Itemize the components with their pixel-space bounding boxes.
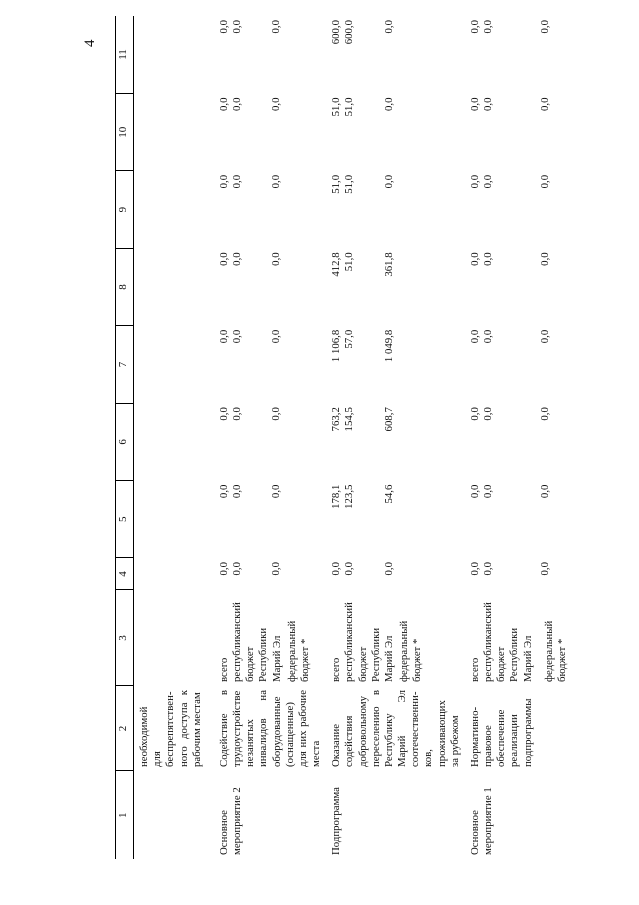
table-cell: 0,0 bbox=[231, 97, 244, 111]
table-cell: 0,0 bbox=[468, 97, 481, 111]
section-name: Основное мероприятие 2 bbox=[217, 787, 244, 855]
table-cell: 54,6 bbox=[382, 484, 395, 504]
column-number-row bbox=[116, 16, 134, 859]
table-cell: 0,0 bbox=[382, 562, 395, 576]
table-cell: 51,0 bbox=[330, 174, 343, 194]
table-cell: 0,0 bbox=[231, 329, 244, 344]
table-cell: 0,0 bbox=[231, 562, 244, 576]
table-cell: 0,0 bbox=[468, 484, 481, 499]
table-cell: 0,0 bbox=[382, 97, 395, 111]
column-number: 3 bbox=[116, 590, 134, 686]
column-number: 4 bbox=[116, 558, 134, 590]
table-cell: 178,1 bbox=[330, 484, 343, 509]
table-cell: 0,0 bbox=[482, 174, 495, 189]
table-cell: 0,0 bbox=[270, 20, 283, 34]
funding-source: федеральный бюджет * bbox=[398, 620, 424, 682]
table-cell: 0,0 bbox=[539, 174, 552, 189]
table-cell: 0,0 bbox=[270, 562, 283, 576]
table-cell: 0,0 bbox=[231, 252, 244, 266]
table-cell: 0,0 bbox=[231, 20, 244, 34]
funding-source: республиканский бюджет Республики Марий Эл bbox=[343, 602, 395, 682]
funding-source: федеральный бюджет * bbox=[542, 620, 568, 682]
column-number: 10 bbox=[116, 93, 134, 170]
table-cell: 0,0 bbox=[217, 329, 230, 344]
table-cell: 0,0 bbox=[539, 407, 552, 421]
table-cell: 51,0 bbox=[343, 97, 356, 117]
table-cell: 0,0 bbox=[539, 484, 552, 499]
table-cell: 0,0 bbox=[539, 20, 552, 34]
table-cell: 0,0 bbox=[231, 484, 244, 499]
table-cell: 0,0 bbox=[482, 407, 495, 421]
column-number: 11 bbox=[116, 16, 134, 93]
table-cell: 1 049,8 bbox=[382, 329, 395, 363]
section-description: Нормативно-правовое обеспечение реализации подпрограммы bbox=[468, 698, 534, 767]
table-cell: 0,0 bbox=[382, 174, 395, 189]
table-cell: 0,0 bbox=[482, 329, 495, 344]
budget-table bbox=[115, 16, 569, 859]
table-cell: 0,0 bbox=[468, 174, 481, 189]
section-description: Содействие в трудоустройстве незанятых инвалидов на оборудованные (оснащенные) для них рабочие места bbox=[217, 690, 323, 767]
table-row bbox=[469, 16, 569, 859]
table-cell: 123,5 bbox=[343, 484, 356, 509]
table-row bbox=[218, 16, 323, 859]
table-cell: 0,0 bbox=[270, 174, 283, 189]
table-cell: 1 106,8 bbox=[330, 329, 343, 363]
table-cell: 0,0 bbox=[330, 562, 343, 576]
column-number: 7 bbox=[116, 326, 134, 403]
funding-source: всего bbox=[468, 657, 481, 682]
table-cell: 0,0 bbox=[382, 20, 395, 34]
table-cell: 0,0 bbox=[539, 329, 552, 344]
section-name: Основное мероприятие 1 bbox=[468, 787, 495, 855]
table-cell: 0,0 bbox=[482, 484, 495, 499]
table-cell: 608,7 bbox=[382, 407, 395, 432]
table-cell: 0,0 bbox=[270, 329, 283, 344]
table-cell: 0,0 bbox=[270, 97, 283, 111]
table-cell: 763,2 bbox=[330, 407, 343, 432]
table-cell: 0,0 bbox=[539, 252, 552, 266]
table-cell: 0,0 bbox=[468, 407, 481, 421]
table-cell: 361,8 bbox=[382, 252, 395, 277]
table-cell: 600,0 bbox=[330, 20, 343, 45]
column-number: 2 bbox=[116, 686, 134, 771]
section-description: Оказание содействия добровольному переселению в Республику Марий Эл соотечественни-ков, проживающих за рубежом bbox=[330, 690, 461, 767]
table-cell: 0,0 bbox=[270, 252, 283, 266]
table-cell: 0,0 bbox=[270, 407, 283, 421]
column-number: 5 bbox=[116, 481, 134, 558]
table-cell: 0,0 bbox=[217, 562, 230, 576]
table-cell: 51,0 bbox=[343, 252, 356, 272]
table-cell: 0,0 bbox=[231, 174, 244, 189]
table-cell: 57,0 bbox=[343, 329, 356, 349]
table-cell: 0,0 bbox=[231, 407, 244, 421]
table-cell: 0,0 bbox=[468, 20, 481, 34]
table-cell: 0,0 bbox=[217, 484, 230, 499]
page-number: 4 bbox=[82, 39, 98, 47]
table-cell: 0,0 bbox=[482, 562, 495, 576]
table-cell: 0,0 bbox=[217, 252, 230, 266]
continuation-text: необходимой для беспрепятствен-ного доступа к рабочим местам bbox=[138, 690, 203, 767]
table-cell: 0,0 bbox=[217, 20, 230, 34]
funding-source: республиканский бюджет Республики Марий Эл bbox=[482, 602, 534, 682]
table-row bbox=[330, 16, 462, 859]
table-cell: 0,0 bbox=[343, 562, 356, 576]
table-cell: 0,0 bbox=[217, 407, 230, 421]
table-cell: 0,0 bbox=[270, 484, 283, 499]
table-cell: 0,0 bbox=[217, 174, 230, 189]
column-number: 8 bbox=[116, 248, 134, 325]
funding-source: всего bbox=[330, 657, 343, 682]
table-cell: 0,0 bbox=[468, 562, 481, 576]
table-cell: 0,0 bbox=[468, 252, 481, 266]
funding-source: всего bbox=[217, 657, 230, 682]
column-number: 9 bbox=[116, 171, 134, 248]
table-cell: 0,0 bbox=[468, 329, 481, 344]
column-number: 1 bbox=[116, 771, 134, 859]
section-name: Подпрограмма bbox=[330, 787, 343, 855]
table-cell: 0,0 bbox=[539, 97, 552, 111]
table-cell: 154,5 bbox=[343, 407, 356, 432]
column-number: 6 bbox=[116, 403, 134, 480]
table-cell: 51,0 bbox=[330, 97, 343, 117]
table-cell: 0,0 bbox=[539, 562, 552, 576]
table-cell: 412,8 bbox=[330, 252, 343, 277]
continuation-row bbox=[134, 16, 218, 859]
table-cell: 600,0 bbox=[343, 20, 356, 45]
table-cell: 0,0 bbox=[217, 97, 230, 111]
table-cell: 0,0 bbox=[482, 252, 495, 266]
table-cell: 0,0 bbox=[482, 20, 495, 34]
table-cell: 51,0 bbox=[343, 174, 356, 194]
funding-source: республиканский бюджет Республики Марий Эл bbox=[231, 602, 283, 682]
funding-source: федеральный бюджет * bbox=[285, 620, 311, 682]
table-cell: 0,0 bbox=[482, 97, 495, 111]
